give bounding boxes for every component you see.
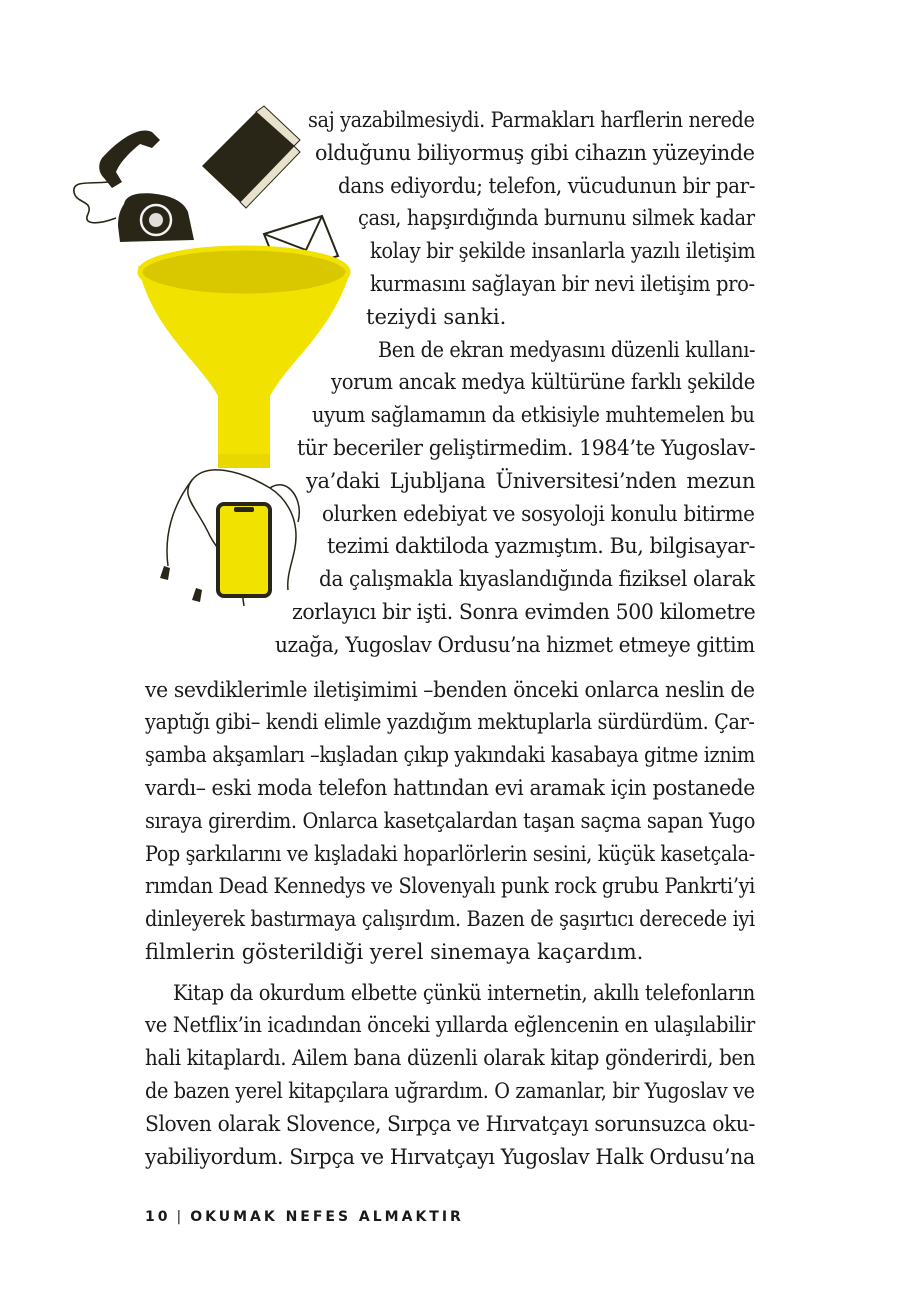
text-line: olurken edebiyat ve sosyoloji konulu bitirme: [322, 501, 755, 526]
text-line: dans ediyordu; telefon, vücudunun bir par-: [338, 173, 756, 198]
smartphone-icon: [218, 504, 270, 596]
text-line: filmlerin gösterildiği yerel sinemaya kaçardım.: [145, 939, 644, 964]
text-line: yorum ancak medya kültürüne farklı şekilde: [331, 370, 755, 395]
media-funnel-illustration: [60, 96, 370, 626]
text-line: dinleyerek bastırmaya çalışırdım. Bazen de şaşırtıcı derecede iyi: [145, 907, 755, 932]
text-line: zorlayıcı bir işti. Sonra evimden 500 kilometre: [292, 600, 756, 624]
text-line: vardı– eski moda telefon hattından evi aramak için postanede: [145, 775, 755, 800]
text-line: yaptığı gibi– kendi elimle yazdığım mektuplarla sürdürdüm. Çar-: [145, 710, 755, 735]
text-line: Sloven olarak Slovence, Sırpça ve Hırvatçayı sorunsuzca oku-: [145, 1111, 755, 1136]
text-line: tezimi daktiloda yazmıştım. Bu, bilgisayar-: [327, 534, 756, 559]
text-line: ya’daki Ljubljana Üniversitesi’nden mezun: [306, 468, 755, 493]
text-line: Kitap da okurdum elbette çünkü internetin, akıllı telefonların: [173, 980, 755, 1005]
footer-separator: |: [176, 1209, 185, 1225]
text-line: kurmasını sağlayan bir nevi iletişim pro-: [370, 272, 755, 296]
text-line: kolay bir şekilde insanlarla yazılı iletişim: [370, 239, 756, 264]
telephone-icon: [74, 130, 194, 242]
text-line: teziydi sanki.: [366, 304, 507, 329]
text-line: da çalışmakla kıyaslandığında fiziksel olarak: [319, 567, 755, 592]
text-line: hali kitaplardı. Ailem bana düzenli olarak kitap gönderirdi, ben: [145, 1046, 756, 1071]
text-line: uzağa, Yugoslav Ordusu’na hizmet etmeye gittim: [275, 632, 755, 657]
text-line: şamba akşamları –kışladan çıkıp yakındaki kasabaya gitme iznim: [145, 743, 755, 768]
text-line: saj yazabilmesiydi. Parmakları harflerin nerede: [308, 108, 755, 132]
page-footer: [145, 1209, 464, 1225]
page-number: 10: [145, 1209, 171, 1225]
text-line: de bazen yerel kitapçılara uğrardım. O zamanlar, bir Yugoslav ve: [145, 1078, 755, 1103]
book-icon: [202, 106, 300, 208]
text-line: çası, hapşırdığında burnunu silmek kadar: [358, 206, 755, 231]
text-line: tür beceriler geliştirmedim. 1984’te Yugoslav-: [297, 436, 756, 460]
text-line: yabiliyordum. Sırpça ve Hırvatçayı Yugoslav Halk Ordusu’na: [145, 1144, 755, 1169]
text-line: olduğunu biliyormuş gibi cihazın yüzeyinde: [315, 140, 755, 165]
text-line: ve sevdiklerimle iletişimimi –benden önceki onlarca neslin de: [145, 677, 755, 702]
text-line: sıraya girerdim. Onlarca kasetçalardan taşan saçma sapan Yugo: [145, 808, 756, 833]
text-line: rımdan Dead Kennedys ve Slovenyalı punk rock grubu Pankrti’yi: [145, 874, 755, 899]
text-line: Ben de ekran medyasını düzenli kullanı-: [378, 337, 756, 362]
book-title: OKUMAK NEFES ALMAKTIR: [190, 1209, 464, 1225]
text-line: uyum sağlamamın da etkisiyle muhtemelen bu: [312, 403, 755, 428]
text-line: Pop şarkılarını ve kışladaki hoparlörlerin sesini, küçük kasetçala-: [145, 841, 755, 866]
text-line: ve Netflix’in icadından önceki yıllarda eğlencenin en ulaşılabilir: [145, 1013, 755, 1038]
